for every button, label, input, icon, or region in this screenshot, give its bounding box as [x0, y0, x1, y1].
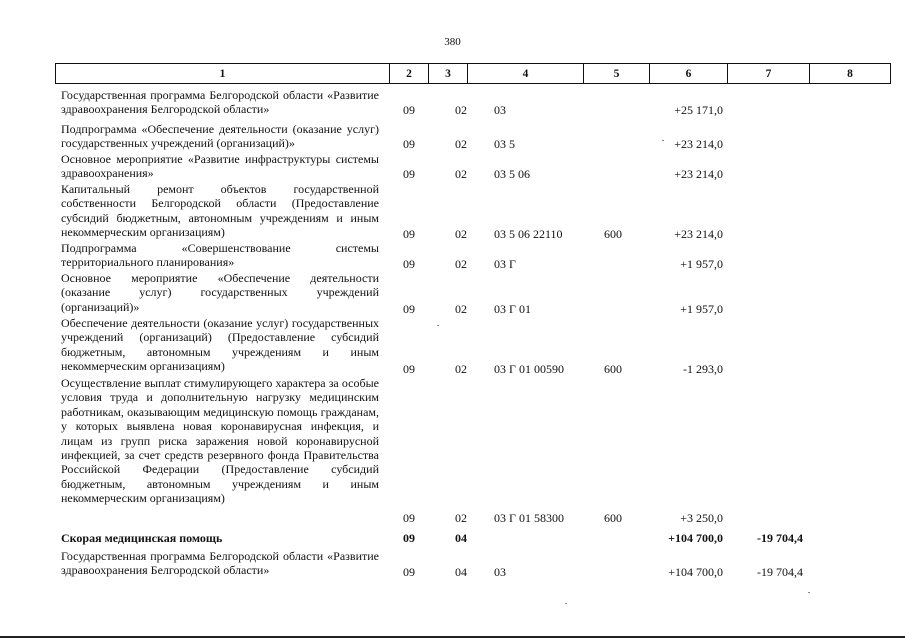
scan-speck [808, 592, 810, 593]
header-col-3: 3 [428, 64, 467, 83]
row-target-code: 03 5 06 [494, 167, 530, 181]
row-amount: +104 700,0 [668, 565, 723, 579]
row-subsection: 04 [455, 565, 467, 579]
scan-edge-line [0, 636, 905, 638]
row-target-code: 03 Г 01 [494, 302, 531, 316]
row-expense-type: 600 [604, 362, 622, 376]
header-col-8: 8 [809, 64, 890, 83]
row-amount: +23 214,0 [674, 137, 723, 151]
row-amount: +3 250,0 [680, 511, 723, 525]
row-amount-2: -19 704,4 [757, 565, 803, 579]
row-name: Обеспечение деятельности (оказание услуг) государственных учреждений (организаций) (Предоставление субсидий бюджетным, автономным учреждениям и иным некоммерческим организациям) [61, 316, 379, 374]
row-section: 09 [403, 531, 415, 545]
row-subsection: 02 [455, 103, 467, 117]
row-name: Государственная программа Белгородской области «Развитие здравоохранения Белгородской области» [61, 88, 379, 117]
row-subsection: 02 [455, 167, 467, 181]
row-amount: +1 957,0 [680, 257, 723, 271]
header-col-2: 2 [389, 64, 428, 83]
scan-speck [565, 603, 567, 604]
row-name: Скорая медицинская помощь [61, 531, 223, 545]
row-target-code: 03 Г 01 58300 [494, 511, 564, 525]
row-target-code: 03 [494, 103, 506, 117]
row-expense-type: 600 [604, 511, 622, 525]
row-name: Основное мероприятие «Развитие инфраструктуры системы здравоохранения» [61, 152, 379, 181]
row-name: Подпрограмма «Совершенствование системы территориального планирования» [61, 241, 379, 270]
row-target-code: 03 5 [494, 137, 515, 151]
row-amount: +23 214,0 [674, 167, 723, 181]
header-col-7: 7 [727, 64, 809, 83]
header-col-6: 6 [649, 64, 727, 83]
row-section: 09 [403, 565, 415, 579]
row-section: 09 [403, 103, 415, 117]
row-amount: +1 957,0 [680, 302, 723, 316]
row-subsection: 02 [455, 362, 467, 376]
row-amount-2: -19 704,4 [757, 531, 803, 545]
row-subsection: 02 [455, 257, 467, 271]
row-section: 09 [403, 362, 415, 376]
row-name: Государственная программа Белгородской области «Развитие здравоохранения Белгородской области» [61, 549, 379, 578]
row-subsection: 04 [455, 531, 467, 545]
header-col-4: 4 [467, 64, 583, 83]
row-target-code: 03 [494, 565, 506, 579]
row-amount: +104 700,0 [668, 531, 723, 545]
row-section: 09 [403, 137, 415, 151]
row-subsection: 02 [455, 227, 467, 241]
table-header [55, 63, 891, 84]
row-section: 09 [403, 511, 415, 525]
header-col-5: 5 [583, 64, 649, 83]
row-name: Осуществление выплат стимулирующего характера за особые условия труда и дополнительную нагрузку медицинским работникам, оказывающим медицинскую помощь гражданам, у которых выявлена новая коронавирусная инфекция, и лицам из групп риска заражения новой коронавирусной инфекцией, за счет средств резервного фонда Правительства Российской Федерации (Предоставление субсидий бюджетным, автономным учреждениям и иным некоммерческим организациям) [61, 376, 379, 506]
row-name: Подпрограмма «Обеспечение деятельности (оказание услуг) государственных учреждений (организаций)» [61, 122, 379, 151]
page-number: 380 [444, 36, 461, 48]
row-section: 09 [403, 257, 415, 271]
row-section: 09 [403, 227, 415, 241]
row-subsection: 02 [455, 302, 467, 316]
row-section: 09 [403, 167, 415, 181]
scan-speck [662, 140, 664, 141]
row-section: 09 [403, 302, 415, 316]
header-col-1: 1 [219, 67, 226, 80]
row-subsection: 02 [455, 137, 467, 151]
row-amount: +25 171,0 [674, 103, 723, 117]
row-name: Основное мероприятие «Обеспечение деятельности (оказание услуг) государственных учреждений (организаций)» [61, 271, 379, 314]
row-amount: +23 214,0 [674, 227, 723, 241]
scan-speck [437, 325, 439, 326]
row-target-code: 03 Г [494, 257, 516, 271]
row-subsection: 02 [455, 511, 467, 525]
row-target-code: 03 5 06 22110 [494, 227, 563, 241]
row-name: Капитальный ремонт объектов государственной собственности Белгородской области (Предоставление субсидий бюджетным, автономным учреждениям и иным некоммерческим организациям) [61, 182, 379, 240]
row-expense-type: 600 [604, 227, 622, 241]
row-amount: -1 293,0 [683, 362, 723, 376]
row-target-code: 03 Г 01 00590 [494, 362, 564, 376]
